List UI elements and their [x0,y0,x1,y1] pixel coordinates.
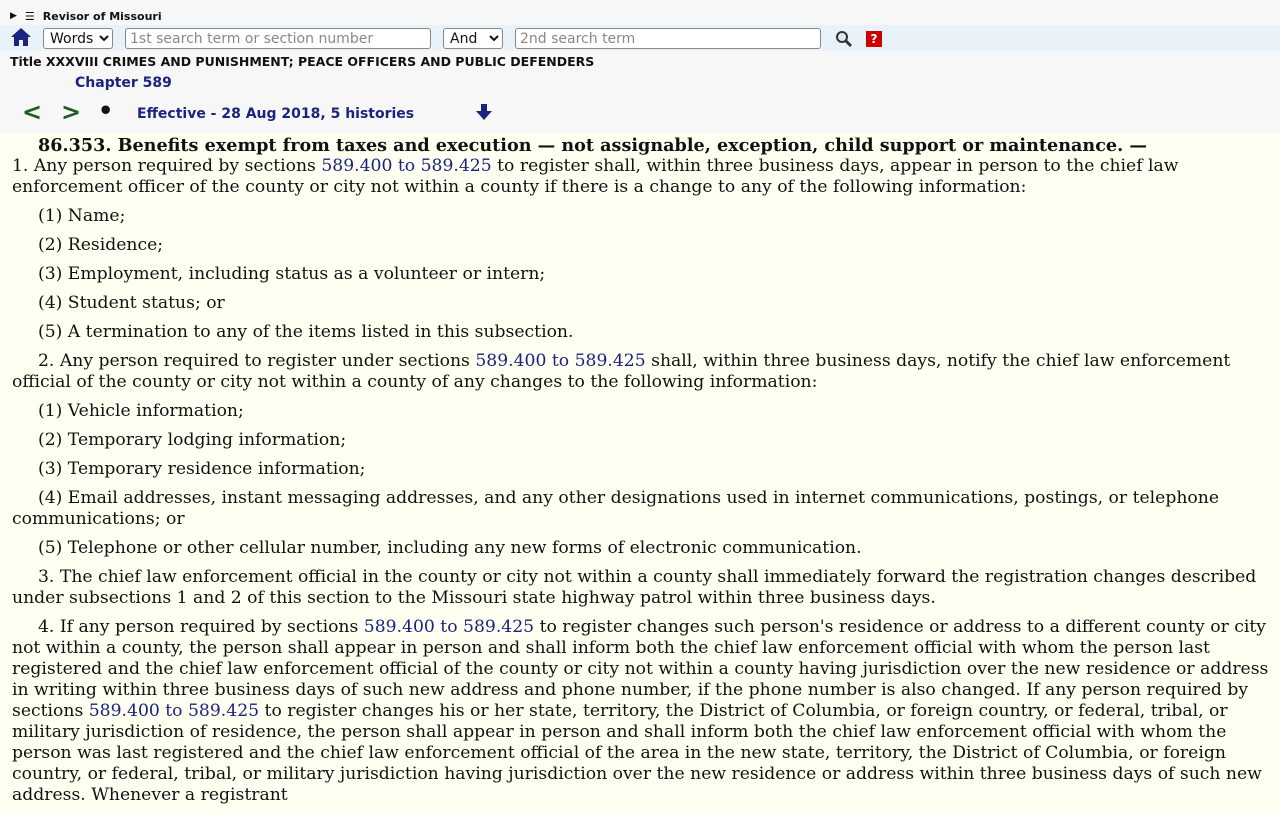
list-item-text-a: (4) Email addresses, instant messaging addresses, and any other designations used in internet communications, postings, or [38,488,1128,508]
list-item: (1) Name; [38,206,126,226]
subsection-1 [12,156,1272,198]
list-item: (5) A termination to any of the items listed in this subsection. [38,322,574,342]
subsection-4-text-b: to register changes such person's residence or address to a different county or city not within a county, the person shall appear in person and shall inform both the chief law enforcement official with whom the person last registered and the chief law enforcement official of the county or city not within a county having jurisdiction over the new residence or address in writing within three business days of such new address and phone number, if the phone number is also changed. If any person required by sections [12,617,1269,721]
search-operator-select[interactable] [443,28,503,49]
subsection-2-text-b: shall, within three business days, notify the chief law enforcement official of the county or city not within a county of any changes to the following information: [12,351,1231,392]
subsection-1-text-b: to register shall, within three business days, appear in person to the chief law enforcement officer of the county or city not within a county if there is a change to any of the following information: [12,156,1179,197]
list-item: (1) Vehicle information; [38,401,244,421]
section-reference-link[interactable]: 589.400 to 589.425 [363,617,535,637]
expand-triangle-icon[interactable]: ▶ [10,11,17,21]
subsection-3 [12,567,1272,609]
search-icon[interactable] [835,30,853,48]
chapter-heading: Chapter 589 [75,75,172,91]
list-item: (3) Employment, including status as a volunteer or intern; [38,264,546,284]
section-navigation [0,98,1280,128]
effective-date-link[interactable]: Effective - 28 Aug 2018, 5 histories [137,106,415,122]
subsection-1-text-a: 1. Any person required by sections [12,156,322,176]
list-item: (4) Student status; or [38,293,225,313]
section-reference-link[interactable]: 589.400 to 589.425 [321,156,492,176]
arrow-down-icon[interactable] [475,103,493,121]
subsection-3-text: 3. The chief law enforcement official in the county or city not within a county shall immediately forward the registration changes described under subsections 1 and 2 of this section to the Missouri state highway patrol within three business days. [12,567,1257,608]
subsection-4 [12,617,1272,806]
current-section-dot[interactable]: • [98,96,114,125]
subsection-2 [12,351,1272,393]
top-bar [0,0,1280,133]
subsection-4-text-c: to register changes his or her state, territory, the District of Columbia, or foreign country, or federal, tribal, or military jurisdiction of residence, the person shall appear in person and shall inform both the chief law enforcement official with whom the person was last registered and the chief law enforcement official of the area in the new state, territory, the District of Columbia, or foreign country, or federal, tribal, or military jurisdiction having jurisdiction over the new residence or address within three business days of such new address. Whenever a registrant [12,701,1262,805]
previous-section-button[interactable]: < [22,98,43,126]
second-search-term-input[interactable] [515,28,821,49]
home-icon[interactable] [10,27,32,47]
list-item [12,488,1272,530]
list-item: (5) Telephone or other cellular number, including any new forms of electronic communication. [38,538,862,558]
section-heading: 86.353. Benefits exempt from taxes and execution — not assignable, exception, child support or maintenance. — [38,135,1147,156]
list-item-text-b: telephone communications; or [12,488,1220,529]
help-icon[interactable]: ? [866,31,882,47]
title-heading: Title XXXVIII CRIMES AND PUNISHMENT; PEACE OFFICERS AND PUBLIC DEFENDERS [10,54,595,69]
list-item: (2) Temporary lodging information; [38,430,347,450]
search-mode-select[interactable] [43,28,113,49]
first-search-term-input[interactable] [125,28,431,49]
statute-text [12,135,1272,814]
site-name: Revisor of Missouri [42,9,162,23]
section-reference-link[interactable]: 589.400 to 589.425 [88,701,260,721]
menu-icon[interactable]: ☰ [24,9,35,23]
search-bar [0,25,1280,51]
list-item: (3) Temporary residence information; [38,459,366,479]
subsection-4-text-a: 4. If any person required by sections [38,617,364,637]
subsection-2-text-a: 2. Any person required to register under sections [38,351,476,371]
list-item: (2) Residence; [38,235,164,255]
section-reference-link[interactable]: 589.400 to 589.425 [475,351,646,371]
site-header [10,8,162,24]
next-section-button[interactable]: > [61,98,82,126]
